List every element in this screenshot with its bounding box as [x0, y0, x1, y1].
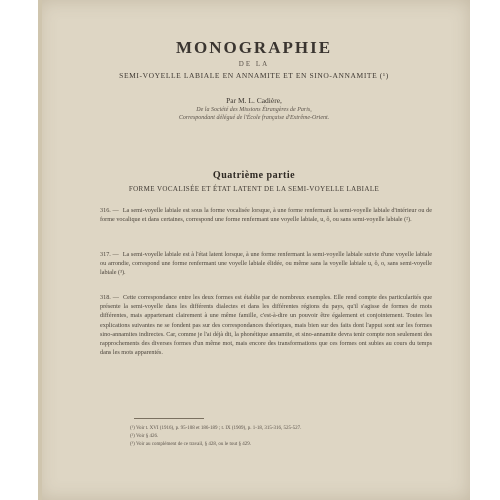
paragraph-number: 317. —	[100, 251, 119, 258]
footnote: (³) Voir au complément de ce travail, § 428, ou le tout § 429.	[130, 442, 252, 447]
paragraph	[100, 206, 432, 224]
footnote: (²) Voir § 426.	[130, 434, 159, 439]
paragraph-number: 316. —	[100, 207, 119, 214]
paragraph-text: Cette correspondance entre les deux formes est établie par de nombreux exemples. Elle rend compte des particularités que présente la semi-voyelle dans les différents dialectes et dans les différentes régions du pays, qu'il s'agisse de formes de mots différentes, mais appartenant clairement à une même famille, c'est-à-dire un pouvoir être également et conjointement. Toutes les explications suivantes ne se fondent pas sur des correspondances théoriques, mais bien sur des faits dont l'appui sont sur les formes sino-annamites indirectes. Car, comme je l'ai déjà dit, la phonétique annamite, et sino-annamite devra tenir compte non seulement des rapprochements des diverses formes d'un même mot, mais encore des transformations que ces formes ont subies au cours du temps dans les mots apparentés.	[100, 294, 433, 357]
author-line: Par M. L. Cadière,	[226, 96, 282, 105]
footnotes	[130, 425, 430, 449]
footnote-rule	[134, 418, 204, 419]
footnote: (¹) Voir t. XVI (1916), p. 95-108 et 186-189 ; t. IX (1909), p. 1-18, 315-316, 525-527.	[130, 426, 302, 431]
part-title: Quatrième partie	[212, 170, 296, 181]
document-page	[38, 0, 470, 500]
paragraph-text: La semi-voyelle labiale est à l'état latent lorsque, à une forme renfermant la semi-voyelle labiale suivie d'une voyelle labiale ou arrondie, correspond une forme renfermant une voyelle labiale élidée, ou même sans la voyelle labiale u, ô, o, sans semi-voyelle labiale (³).	[100, 251, 433, 277]
document-title: MONOGRAPHIE	[175, 38, 333, 57]
subtitle-main: SEMI-VOYELLE LABIALE EN ANNAMITE ET EN SINO-ANNAMITE (¹)	[119, 71, 389, 80]
affiliation-line-1: De la Société des Missions Étrangères de Paris,	[196, 107, 312, 113]
part-subtitle: FORME VOCALISÉE ET ÉTAT LATENT DE LA SEMI-VOYELLE LABIALE	[128, 185, 380, 193]
affiliation-line-2: Correspondant délégué de l'École française d'Extrême-Orient.	[178, 115, 330, 121]
paragraph	[100, 250, 432, 278]
subtitle-de: DE LA	[238, 60, 270, 68]
paragraph-text: La semi-voyelle labiale est sous la forme vocalisée lorsque, à une forme renfermant la semi-voyelle labiale d'intérieur ou de forme vocalique et dans certaines, correspond une forme renfermant une voyelle labiale, u, ô, ou sans semi-voyelle labiale (²).	[100, 207, 433, 224]
paragraph	[100, 293, 432, 357]
paragraph-number: 318. —	[100, 294, 119, 301]
